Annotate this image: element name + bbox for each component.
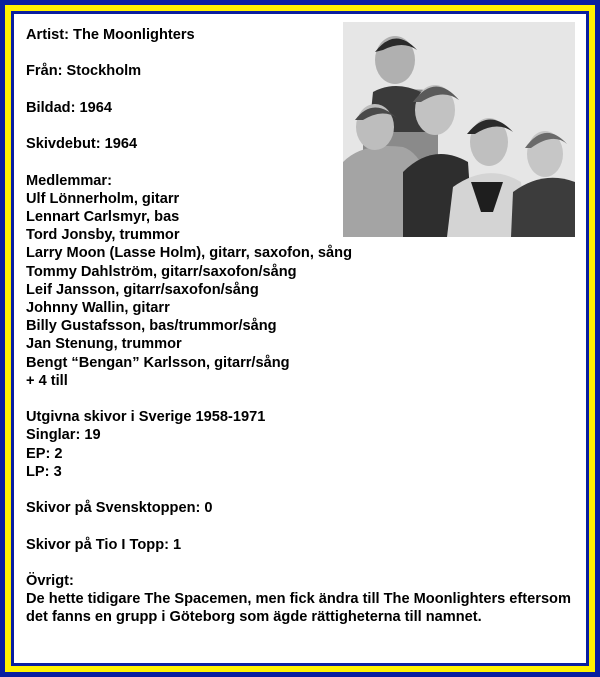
- member-item: Billy Gustafsson, bas/trummor/sång: [26, 318, 277, 335]
- band-photo: [343, 22, 575, 237]
- from-line: Från: Stockholm: [26, 63, 142, 80]
- member-item: Johnny Wallin, gitarr: [26, 299, 170, 316]
- ep-line: EP: 2: [26, 445, 63, 462]
- member-item: Jan Stenung, trummor: [26, 336, 182, 353]
- info-panel: [14, 14, 586, 663]
- member-item: Larry Moon (Lasse Holm), gitarr, saxofon, sång: [26, 245, 352, 262]
- member-item: + 4 till: [26, 372, 68, 389]
- member-item: Tord Jonsby, trummor: [26, 227, 180, 244]
- lp-line: LP: 3: [26, 463, 62, 480]
- member-item: Bengt “Bengan” Karlsson, gitarr/sång: [26, 354, 290, 371]
- members-heading: Medlemmar:: [26, 172, 112, 189]
- debut-line: Skivdebut: 1964: [26, 136, 138, 153]
- inner-blue-border: [11, 11, 589, 666]
- member-item: Lennart Carlsmyr, bas: [26, 208, 180, 225]
- other-text: De hette tidigare The Spacemen, men fick ändra till The Moonlighters eftersom det fanns en grupp i Göteborg som ägde rättigheterna till namnet.: [26, 591, 571, 626]
- artist-line: Artist: The Moonlighters: [26, 27, 195, 43]
- member-item: Ulf Lönnerholm, gitarr: [26, 190, 180, 207]
- yellow-border: [5, 5, 595, 672]
- other-heading: Övrigt:: [26, 572, 74, 589]
- member-item: Tommy Dahlström, gitarr/saxofon/sång: [26, 263, 297, 280]
- svensktoppen-line: Skivor på Svensktoppen: 0: [26, 500, 213, 517]
- releases-heading: Utgivna skivor i Sverige 1958-1971: [26, 409, 266, 426]
- member-item: Leif Jansson, gitarr/saxofon/sång: [26, 281, 259, 298]
- singles-line: Singlar: 19: [26, 427, 101, 444]
- formed-line: Bildad: 1964: [26, 99, 112, 116]
- tio-i-topp-line: Skivor på Tio I Topp: 1: [26, 536, 182, 553]
